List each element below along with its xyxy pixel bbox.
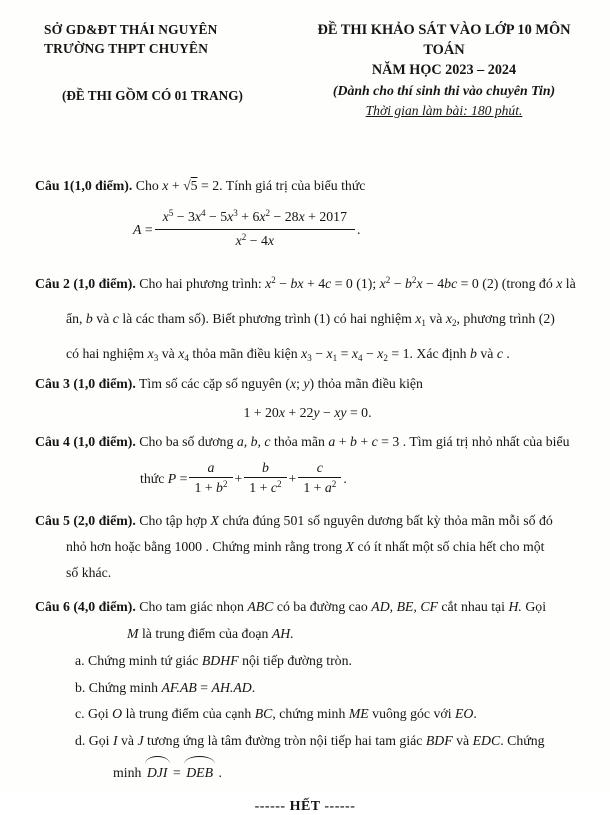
text-segment: Cho tam giác nhọn [135,599,248,614]
text-segment: chứa đúng 501 số nguyên dương bất kỳ thỏa mãn mỗi số đó [218,513,553,528]
math-variable: x [178,346,185,361]
text-segment: tương ứng là tâm đường tròn nội tiếp hai tam giác [143,732,426,748]
exam-title: ĐỀ THI KHẢO SÁT VÀO LỚP 10 MÔN TOÁN [317,22,571,58]
math-variable: x [351,346,358,361]
math-variable: bx [290,276,304,291]
text-segment: 3 [233,208,238,219]
math-variable: BDF [425,732,453,748]
text-segment: DJI [145,756,170,785]
question-4-text [35,432,590,452]
text-segment: + 6 [237,209,260,224]
text-segment: − [362,346,378,361]
text-segment: Cho ba số dương [135,434,237,449]
text-segment: Câu 1(1,0 điểm). [35,178,133,193]
text-segment: Cho hai phương trình: [135,276,266,291]
text-segment: . [251,679,256,695]
end-marker: ------ HẾT ------ [254,799,356,814]
math-variable: b [261,460,269,475]
math-variable: M [127,626,139,641]
text-segment: . [473,706,477,721]
text-segment: thỏa mãn [270,434,329,449]
text-segment: − 28 [270,209,299,224]
text-segment: minh [113,765,145,780]
issuer-school: TRƯỜNG THPT CHUYÊN [44,41,209,56]
text-segment: − [390,276,406,291]
text-segment: + [168,178,184,193]
text-segment: 1 + [249,480,271,495]
math-variable: xy [334,405,347,420]
math-variable: x [147,346,154,361]
text-segment: 2 [222,479,228,490]
text-segment: 4 [357,352,363,363]
math-variable: c [371,434,378,449]
text-segment: . [215,765,222,780]
fraction-denominator [155,229,355,253]
math-variable: b [470,346,477,361]
math-variable: EO [454,706,474,721]
text-segment: DEB [184,756,215,785]
math-variable: y [313,405,320,420]
math-variable: ABC [247,599,274,614]
question-5-line-1 [35,508,590,534]
math-variable: c [316,460,323,475]
formula-lhs [133,222,153,238]
formula-period: . [343,470,347,486]
question-6-part-a [35,648,590,675]
text-segment: thức [140,470,168,486]
math-variable: AD, BE, CF [371,599,438,614]
text-segment: 3 [307,352,312,363]
text-segment: là [562,276,576,291]
text-segment: 2 [241,232,247,243]
question-2-line-3 [35,337,590,372]
text-segment: 3 [153,352,159,363]
math-variable: x [556,276,563,291]
text-segment: Câu 5 (2,0 điểm). [35,513,136,528]
text-segment: 1 + [303,480,325,495]
math-variable: BDHF [201,653,239,668]
question-6-part-d [35,728,590,755]
text-segment: 2 [331,479,337,490]
text-segment: và [425,311,446,326]
exam-school-year: NĂM HỌC 2023 – 2024 [371,62,517,78]
math-variable: x [267,233,275,248]
math-variable: AF.AB [161,679,197,695]
math-variable: X [210,513,219,528]
text-segment: 4 [184,352,189,363]
question-5-line-2 [35,534,590,560]
question-4-formula [140,459,590,498]
math-variable: AH. [271,626,294,641]
text-segment: = 2. Tính giá trị của biểu thức [197,178,366,193]
plus-operator: + [234,470,243,486]
text-segment: Tìm số các cặp số nguyên [135,376,286,391]
text-segment: 2 [385,275,391,286]
math-variable: I [112,732,118,748]
text-segment: 4 [201,208,206,219]
text-segment: Câu 6 (4,0 điểm). [35,599,136,614]
text-segment: d. Gọi [75,732,113,748]
math-variable: a [324,480,332,495]
text-segment: = [176,470,188,486]
question-6-line-1 [35,593,590,620]
fraction [155,206,355,253]
page-count-note: (ĐỀ THI GỒM CÓ 01 TRANG) [62,88,243,103]
text-segment: − 3 [173,209,195,224]
fraction-numerator [298,459,341,477]
math-variable: b [216,480,223,495]
text-segment: Gọi [521,599,547,614]
math-variable: x [278,405,285,420]
text-segment: ẩn, [66,311,86,326]
text-segment: − 5 [205,209,228,224]
text-segment: nhỏ hơn hoặc bằng 1000 . Chứng minh rằng trong [66,539,346,554]
math-variable: x [415,311,422,326]
text-segment: √ [183,178,191,193]
text-segment: và [452,732,473,748]
text-segment: thỏa mãn điều kiện [314,376,423,391]
math-variable: c [325,276,332,291]
text-segment: nội tiếp đường tròn. [238,653,352,668]
text-segment: 5 [190,178,198,193]
math-variable: x [162,178,169,193]
text-segment: − 4 [246,233,268,248]
text-segment: c. Gọi [75,706,113,721]
text-segment: 2 [411,275,417,286]
text-segment: và [92,311,113,326]
question-6-part-d-continued [35,756,590,785]
text-segment: + 4 [303,276,326,291]
text-segment: là các tham số). Biết phương trình (1) có hai nghiệm [118,311,416,326]
text-segment: 2 [265,208,271,219]
text-segment: = [169,765,185,780]
question-1-text [35,176,590,196]
math-variable: bc [444,276,458,291]
text-segment: số khác. [66,565,112,580]
text-segment: = [337,346,352,361]
math-variable: BC [254,706,273,721]
fraction-denominator [244,477,286,498]
text-segment: 1 + 20 [243,405,279,420]
text-segment: = 0 (1); [331,276,380,291]
math-variable: ME [348,706,369,721]
text-segment: 2 [276,479,282,490]
text-segment: + 22 [284,405,314,420]
math-variable: x [445,311,452,326]
question-5-line-3 [35,560,590,586]
text-segment: cắt nhau tại [437,599,509,614]
math-variable: x [265,276,272,291]
fraction-numerator [189,459,232,477]
math-variable: c [270,480,277,495]
text-segment: . Chứng [500,732,545,748]
math-variable: X [345,539,354,554]
text-segment: ) [309,376,315,391]
text-segment: + [356,434,372,449]
math-variable: x [194,209,202,224]
question-2-line-1 [35,267,590,302]
fraction [298,459,341,498]
text-segment: = 1. Xác định [387,346,471,361]
math-variable: a, b, c [236,434,271,449]
text-segment: là trung điểm của đoạn [138,626,272,641]
text-segment: 1 [421,317,426,328]
text-segment: có hai nghiệm [66,346,148,361]
math-variable: x [289,376,297,391]
exam-title-block [296,20,592,120]
question-1-formula [133,206,590,253]
text-segment: , phương trình (2) [456,311,555,326]
question-6-part-b [35,675,590,702]
text-segment: 5 [168,208,174,219]
text-segment: thỏa mãn điều kiện [188,346,302,361]
text-segment: 1 [332,352,338,363]
math-variable: x [326,346,333,361]
exam-body [0,176,610,785]
math-variable: x [227,209,234,224]
text-segment: 1 + [194,480,217,495]
math-variable: b [85,311,93,326]
text-segment: = 3 . Tìm giá trị nhỏ nhất của biểu [377,434,570,449]
text-segment: có ba đường cao [273,599,372,614]
fraction-numerator [244,459,286,477]
text-segment: − [275,276,291,291]
question-6-line-2 [35,620,590,648]
fraction-denominator [298,477,341,498]
text-segment: ; [296,376,304,391]
document-header [0,0,610,120]
math-variable: x [298,209,305,224]
math-variable: P [167,470,177,486]
math-variable: x [377,346,384,361]
math-variable: J [137,732,144,748]
text-segment: − 4 [422,276,445,291]
math-variable: x [259,209,266,224]
formula-period: . [356,221,361,237]
math-variable: c [112,311,119,326]
text-segment: là trung điểm của cạnh [122,706,255,721]
fraction-denominator [189,477,232,498]
text-segment: vuông góc với [368,706,455,721]
plus-operator: + [288,470,297,486]
text-segment: Câu 4 (1,0 điểm). [35,434,136,449]
text-segment: = 0 (2) (trong đó [457,276,557,291]
math-variable: b [349,434,357,449]
math-variable: x [301,346,308,361]
math-variable: AH.AD [211,679,252,695]
math-variable: x [235,233,242,248]
math-variable: x [379,276,386,291]
question-2-line-2 [35,302,590,337]
text-segment: Câu 3 (1,0 điểm). [35,376,136,391]
exam-duration: Thời gian làm bài: 180 phút. [365,103,523,118]
fraction [244,459,286,498]
issuer-department: SỞ GD&ĐT THÁI NGUYÊN [44,22,218,37]
question-6-part-c [35,701,590,728]
text-segment: ( [285,376,290,391]
math-variable: a [207,460,215,475]
question-3-formula [35,403,580,423]
text-segment: Cho tập hợp [135,513,211,528]
math-variable: H. [508,599,522,614]
fraction [189,459,232,498]
text-segment: và [117,732,138,748]
text-segment: = 0. [346,405,372,420]
text-segment: . [502,346,510,361]
text-segment: 2 [271,275,276,286]
fraction-numerator [155,206,355,229]
text-segment: − [319,405,335,420]
question-3-text [35,374,590,394]
formula-lhs [140,471,187,487]
math-variable: b [405,276,412,291]
math-variable: a [328,434,336,449]
math-variable: x [416,276,423,291]
text-segment: b. Chứng minh [75,679,162,695]
text-segment: Cho [132,178,163,193]
math-variable: c [496,346,503,361]
text-segment: a. Chứng minh tứ giác [75,653,202,668]
math-variable: y [303,376,310,391]
math-variable: EDC [472,732,501,748]
text-segment: − [311,346,327,361]
text-segment: và [476,346,497,361]
text-segment: có ít nhất một số chia hết cho một [354,539,545,554]
text-segment: = [196,679,212,695]
text-segment: , chứng minh [272,706,349,721]
math-variable: O [112,706,123,721]
issuer-block [44,20,296,120]
text-segment: + [335,434,350,449]
text-segment: 2 [383,352,388,363]
text-segment: và [158,346,179,361]
text-segment: 2 [451,317,457,328]
text-segment: Câu 2 (1,0 điểm). [35,276,136,291]
exam-audience-note: (Dành cho thí sinh thi vào chuyên Tin) [332,83,556,98]
math-variable: x [162,209,169,224]
text-segment: + 2017 [304,209,347,224]
math-variable: A [133,221,142,237]
text-segment: = [141,221,153,237]
